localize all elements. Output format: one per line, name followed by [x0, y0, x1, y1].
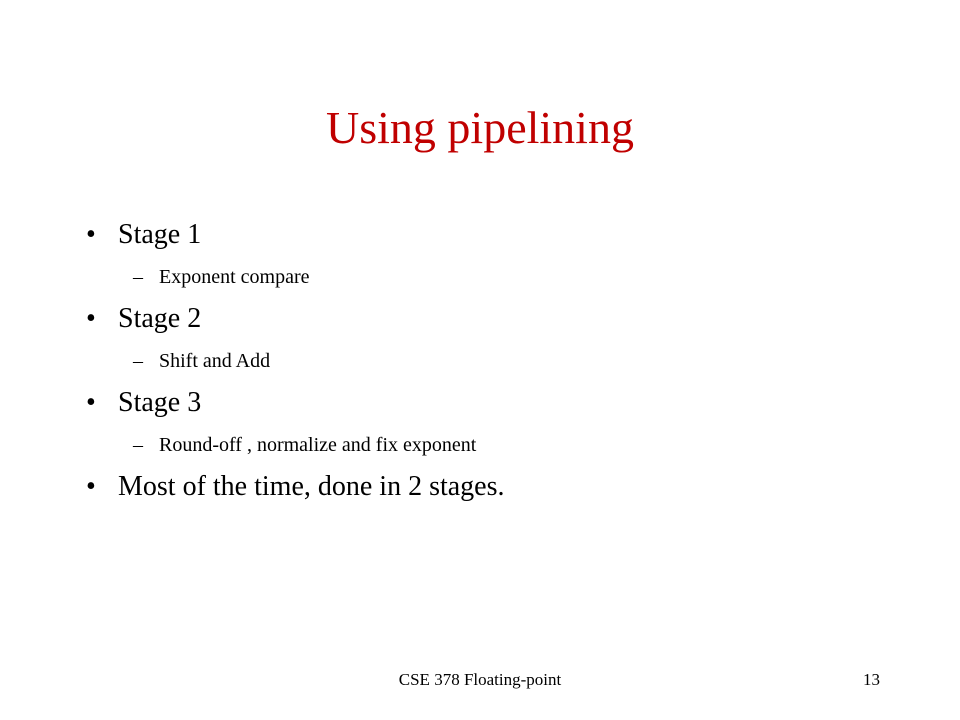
- bullet-text: Stage 1: [118, 219, 202, 250]
- bullet-item-stage-2: [86, 301, 201, 337]
- bullet-item-stage-1: [86, 217, 201, 253]
- bullet-item-two-stages: [86, 469, 505, 505]
- bullet-text: Stage 3: [118, 387, 202, 418]
- bullet-icon: •: [86, 471, 96, 502]
- sub-item-text: Round-off , normalize and fix exponent: [159, 434, 477, 456]
- bullet-text: Most of the time, done in 2 stages.: [118, 471, 505, 502]
- sub-item-text: Exponent compare: [159, 266, 310, 288]
- sub-item-round-off: [133, 432, 476, 458]
- dash-icon: –: [133, 266, 143, 288]
- sub-item-exponent-compare: [133, 264, 310, 290]
- slide-title: Using pipelining: [326, 102, 634, 153]
- sub-item-shift-and-add: [133, 348, 270, 374]
- bullet-icon: •: [86, 219, 96, 250]
- sub-item-text: Shift and Add: [159, 350, 271, 372]
- bullet-icon: •: [86, 387, 96, 418]
- dash-icon: –: [133, 434, 143, 456]
- footer-course-title: CSE 378 Floating-point: [398, 670, 562, 689]
- dash-icon: –: [133, 350, 143, 372]
- bullet-icon: •: [86, 303, 96, 334]
- bullet-text: Stage 2: [118, 303, 202, 334]
- bullet-item-stage-3: [86, 385, 201, 421]
- footer-page-number: 13: [863, 670, 880, 689]
